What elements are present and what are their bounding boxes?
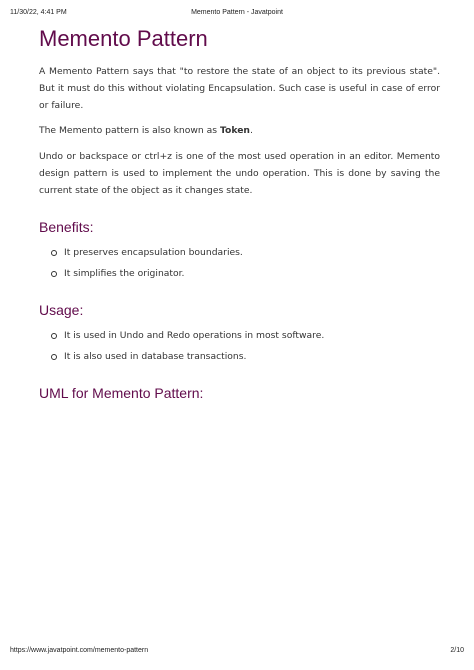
usage-heading: Usage: (39, 302, 84, 318)
article-content (39, 26, 440, 402)
list-item (51, 267, 440, 280)
print-header (10, 9, 464, 21)
list-item-text: It simplifies the originator. (64, 268, 185, 279)
aka-suffix: . (249, 125, 253, 136)
list-item-text: It is used in Undo and Redo operations in most software. (64, 330, 325, 341)
list-item (51, 329, 440, 342)
print-footer (10, 647, 464, 659)
bullet-circle-icon (51, 354, 57, 360)
bullet-circle-icon (51, 271, 57, 277)
print-datetime: 11/30/22, 4:41 PM (10, 9, 67, 16)
uml-heading: UML for Memento Pattern: (39, 385, 204, 401)
bullet-circle-icon (51, 250, 57, 256)
list-item-text: It preserves encapsulation boundaries. (64, 247, 243, 258)
list-item (51, 350, 440, 363)
list-item-text: It is also used in database transactions. (64, 351, 247, 362)
intro-paragraph: A Memento Pattern says that "to restore the state of an object to its previous state". But it must do this without violating Encapsulation. Such case is useful in case of error or failure. (39, 66, 440, 111)
page-title: Memento Pattern (39, 26, 208, 51)
bullet-circle-icon (51, 333, 57, 339)
print-page-number: 2/10 (450, 647, 464, 654)
print-url: https://www.javatpoint.com/memento-pattern (10, 647, 149, 654)
benefits-heading: Benefits: (39, 219, 94, 235)
aka-prefix: The Memento pattern is also known as (39, 125, 220, 136)
print-page-title: Memento Pattern - Javatpoint (191, 9, 283, 16)
aka-paragraph (39, 122, 440, 139)
usage-list (39, 329, 440, 363)
list-item (51, 246, 440, 259)
undo-paragraph: Undo or backspace or ctrl+z is one of the most used operation in an editor. Memento design pattern is used to implement the undo operation. This is done by saving the current state of the object as it changes state. (39, 151, 440, 196)
benefits-list (39, 246, 440, 280)
aka-term: Token (219, 125, 250, 136)
